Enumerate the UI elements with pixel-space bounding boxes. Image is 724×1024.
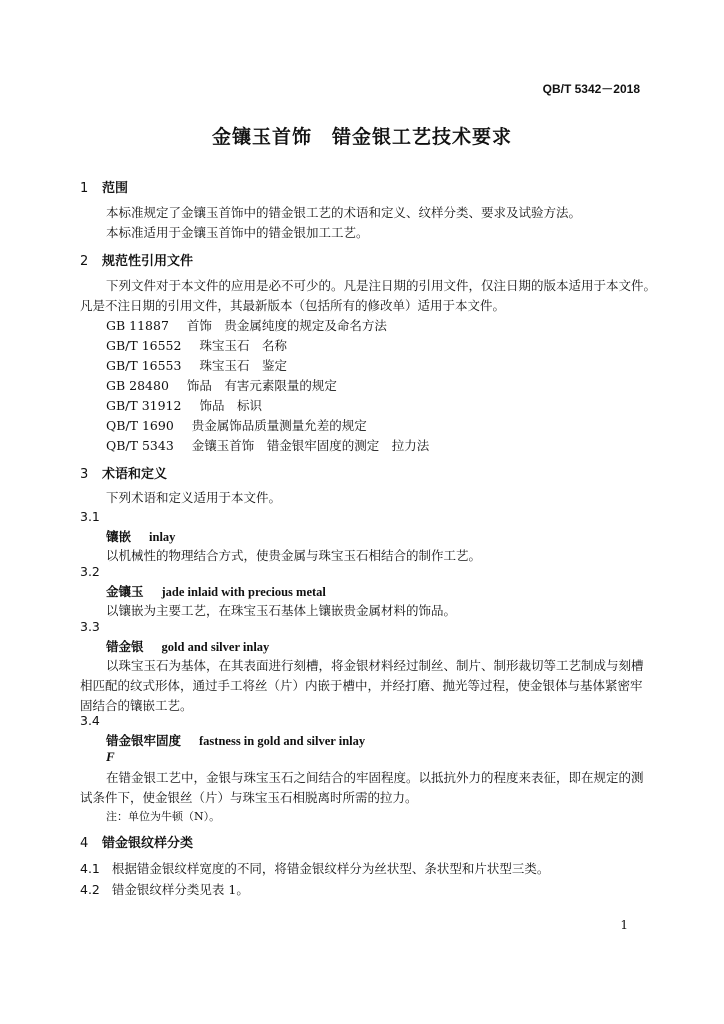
clause-4-1 — [80, 859, 549, 877]
reference-item — [106, 336, 287, 354]
reference-title: 饰品 标识 — [199, 398, 262, 413]
term-en: jade inlaid with precious metal — [161, 585, 326, 599]
reference-item — [106, 356, 287, 374]
term-zh: 镶嵌 — [106, 529, 132, 544]
reference-code: GB 28480 — [106, 378, 169, 393]
section-number: 4 — [80, 836, 89, 851]
paragraph: 下列术语和定义适用于本文件。 — [106, 490, 282, 505]
standard-number: QB/T 5342－2018 — [542, 82, 640, 96]
clause-number: 3.2 — [80, 564, 100, 579]
clause-number: 4.1 — [80, 861, 100, 876]
reference-code: GB 11887 — [106, 318, 169, 333]
term-definition: 固结合的镶嵌工艺。 — [80, 698, 193, 713]
reference-code: QB/T 5343 — [106, 438, 174, 453]
term-en: gold and silver inlay — [161, 640, 270, 654]
term-definition: 以镶嵌为主要工艺，在珠宝玉石基体上镶嵌贵金属材料的饰品。 — [106, 603, 457, 618]
reference-title: 金镶玉首饰 错金银牢固度的测定 拉力法 — [191, 438, 430, 453]
reference-code: GB/T 16553 — [106, 358, 182, 373]
term-en: fastness in gold and silver inlay — [199, 734, 366, 748]
section-title: 范围 — [102, 181, 129, 196]
paragraph: 本标准规定了金镶玉首饰中的错金银工艺的术语和定义、纹样分类、要求及试验方法。 — [106, 205, 582, 220]
clause-number: 3.3 — [80, 619, 100, 634]
reference-item — [106, 436, 429, 454]
page-number: 1 — [620, 918, 628, 932]
reference-item — [106, 316, 387, 334]
term-heading — [106, 527, 175, 545]
section-title: 错金银纹样分类 — [102, 836, 194, 851]
reference-title: 珠宝玉石 鉴定 — [199, 358, 287, 373]
term-zh: 金镶玉 — [106, 584, 144, 599]
term-definition: 试条件下，使金银丝（片）与珠宝玉石相脱离时所需的拉力。 — [80, 790, 418, 805]
paragraph: 本标准适用于金镶玉首饰中的错金银加工工艺。 — [106, 225, 369, 240]
section-number: 3 — [80, 467, 89, 482]
clause-text: 根据错金银纹样宽度的不同，将错金银纹样分为丝状型、条状型和片状型三类。 — [111, 861, 550, 876]
term-heading — [106, 637, 269, 655]
section-2-heading — [80, 250, 193, 269]
section-3-heading — [80, 463, 167, 482]
reference-code: GB/T 16552 — [106, 338, 182, 353]
term-heading — [106, 731, 365, 749]
section-title: 术语和定义 — [102, 467, 168, 482]
term-definition: 以珠宝玉石为基体，在其表面进行刻槽，将金银材料经过制丝、制片、制形裁切等工艺制成与刻槽 — [106, 658, 644, 673]
clause-4-2 — [80, 880, 249, 898]
reference-title: 珠宝玉石 名称 — [199, 338, 287, 353]
section-1-heading — [80, 177, 128, 196]
clause-number: 4.2 — [80, 882, 100, 897]
reference-code: QB/T 1690 — [106, 418, 174, 433]
reference-title: 首饰 贵金属纯度的规定及命名方法 — [186, 318, 387, 333]
section-4-heading — [80, 832, 193, 851]
reference-code: GB/T 31912 — [106, 398, 182, 413]
section-number: 1 — [80, 181, 89, 196]
term-zh: 错金银 — [106, 639, 144, 654]
term-symbol: F — [106, 749, 115, 764]
section-title: 规范性引用文件 — [102, 254, 194, 269]
term-definition: 在错金银工艺中，金银与珠宝玉石之间结合的牢固程度。以抵抗外力的程度来表征，即在规定的测 — [106, 770, 644, 785]
term-en: inlay — [149, 530, 176, 544]
section-number: 2 — [80, 254, 89, 269]
paragraph: 凡是不注日期的引用文件，其最新版本（包括所有的修改单）适用于本文件。 — [80, 298, 506, 313]
reference-title: 贵金属饰品质量测量允差的规定 — [191, 418, 367, 433]
paragraph: 下列文件对于本文件的应用是必不可少的。凡是注日期的引用文件，仅注日期的版本适用于本文件。 — [106, 278, 657, 293]
document-title: 金镶玉首饰 错金银工艺技术要求 — [211, 126, 512, 148]
clause-number: 3.1 — [80, 509, 100, 524]
reference-title: 饰品 有害元素限量的规定 — [186, 378, 337, 393]
term-heading — [106, 582, 326, 600]
reference-item — [106, 396, 262, 414]
term-definition: 以机械性的物理结合方式，使贵金属与珠宝玉石相结合的制作工艺。 — [106, 548, 482, 563]
clause-text: 错金银纹样分类见表 1。 — [111, 882, 249, 897]
reference-item — [106, 376, 337, 394]
clause-number: 3.4 — [80, 713, 100, 728]
note: 注：单位为牛顿（N）。 — [106, 810, 221, 823]
term-zh: 错金银牢固度 — [106, 733, 182, 748]
term-definition: 相匹配的纹式形体，通过手工将丝（片）内嵌于槽中，并经打磨、抛光等过程，使金银体与基体紧密牢 — [80, 678, 643, 693]
reference-item — [106, 416, 367, 434]
